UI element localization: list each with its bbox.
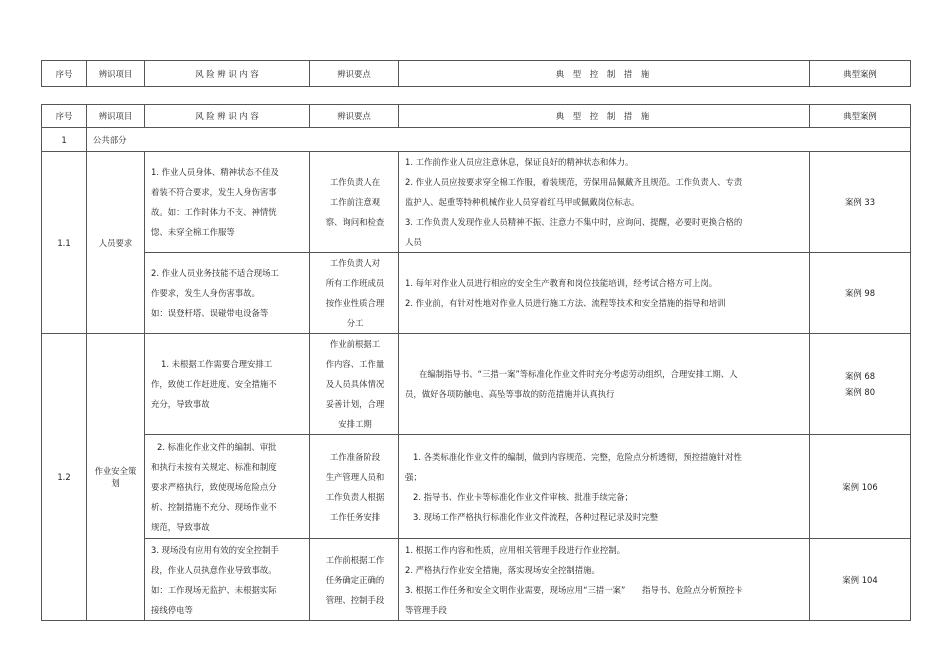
risk-content: 1. 作业人员身体、精神状态不佳及 着装不符合要求，发生人身伤害事 故。如：工作时体力不支、神情恍 惚、未穿全棉工作服等 [145,152,310,253]
header-case: 典型案例 [810,105,911,128]
header-no: 序号 [42,105,87,128]
identification-points: 工作负责人对 所有工作班成员 按作业性质合理 分工 [310,253,399,334]
header-case: 典型案例 [810,61,911,87]
header-item: 辨识项目 [87,61,145,87]
table-row [42,435,911,539]
header-measures: 典 型 控 制 措 施 [399,105,810,128]
header-points: 辨识要点 [310,105,399,128]
table-row [42,539,911,621]
header-measures: 典 型 控 制 措 施 [399,61,810,87]
case-reference: 案例 104 [810,539,911,621]
control-measures: 在编制指导书、“三措一案”等标准化作业文件时充分考虑劳动组织，合理安排工期、人 员，做好各项防触电、高坠等事故的防范措施并认真执行 [399,334,810,435]
case-reference: 案例 33 [810,152,911,253]
header-points: 辨识要点 [310,61,399,87]
table-row [42,152,911,253]
section-title: 公共部分 [87,128,911,152]
section-no: 1 [42,128,87,152]
risk-content: 3. 现场没有应用有效的安全控制手 段，作业人员执意作业导致事故。 如：工作现场无监护、未根据实际 接线停电等 [145,539,310,621]
group-no: 1.2 [42,334,87,621]
control-measures: 1. 各类标准化作业文件的编制，做到内容规范、完整，危险点分析透彻，预控措施针对性 强； 2. 指导书、作业卡等标准化作业文件审核、批准手续完备； 3. 现场工作严格执行标准化作业文件流程，各种过程记录及时完整 [399,435,810,539]
risk-content: 2. 作业人员业务技能不适合现场工 作要求，发生人身伤害事故。 如：误登杆塔、误碰带电设备等 [145,253,310,334]
header-risk: 风 险 辨 识 内 容 [145,61,310,87]
identification-points: 作业前根据工 作内容、工作量 及人员具体情况 妥善计划，合理 安排工期 [310,334,399,435]
group-item: 人员要求 [87,152,145,334]
group-no: 1.1 [42,152,87,334]
header-item: 辨识项目 [87,105,145,128]
risk-table [41,104,911,621]
top-header-table [41,60,911,87]
control-measures: 1. 每年对作业人员进行相应的安全生产教育和岗位技能培训，经考试合格方可上岗。 2. 作业前，有针对性地对作业人员进行施工方法、流程等技术和安全措施的指导和培训 [399,253,810,334]
identification-points: 工作准备阶段 生产管理人员和 工作负责人根据 工作任务安排 [310,435,399,539]
risk-content: 2. 标准化作业文件的编制、审批 和执行未按有关规定、标准和制度 要求严格执行，致使现场危险点分 析、控制措施不充分、现场作业不 规范，导致事故 [145,435,310,539]
header-risk: 风 险 辨 识 内 容 [145,105,310,128]
group-item: 作业安全策划 [87,334,145,621]
risk-content: 1. 未根据工作需要合理安排工 作，致使工作赶进度、安全措施不 充分，导致事故 [145,334,310,435]
identification-points: 工作负责人在 工作前注意观 察、询问和检查 [310,152,399,253]
control-measures: 1. 工作前作业人员应注意休息，保证良好的精神状态和体力。 2. 作业人员应按要求穿全棉工作服，着装规范，劳保用品佩戴齐且规范。工作负责人、专责 监护人、起重等特种机械作业人员穿着红马甲或佩戴岗位标志。 3. 工作负责人发现作业人员精神不振、注意力不集中时，应询问、提醒，必要时更换合格的 人员 [399,152,810,253]
case-reference: 案例 68 案例 80 [810,334,911,435]
case-reference: 案例 106 [810,435,911,539]
identification-points: 工作前根据工作 任务确定正确的 管理、控制手段 [310,539,399,621]
table-row [42,334,911,435]
header-no: 序号 [42,61,87,87]
section-row [42,128,911,152]
table-row [42,253,911,334]
case-reference: 案例 98 [810,253,911,334]
control-measures: 1. 根据工作内容和性质，应用相关管理手段进行作业控制。 2. 严格执行作业安全措施，落实现场安全控制措施。 3. 根据工作任务和安全文明作业需要，现场应用“三措一案” 指导书、危险点分析预控卡 等管理手段 [399,539,810,621]
